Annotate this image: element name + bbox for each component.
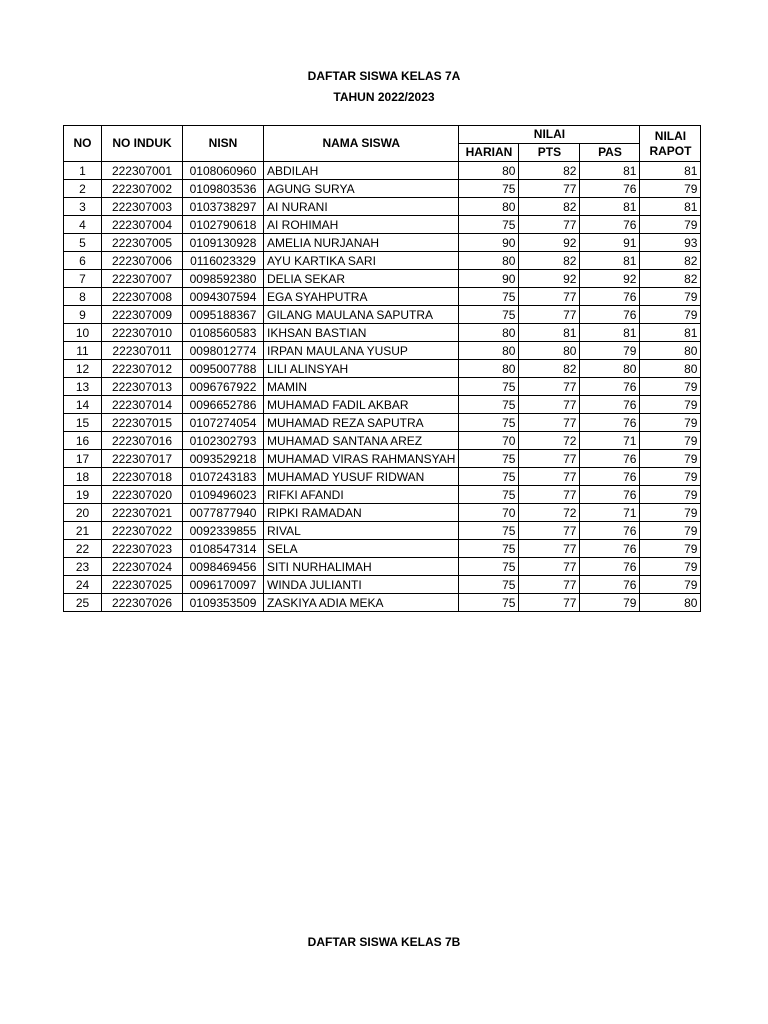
row-harian: 75 xyxy=(459,414,519,432)
row-pas: 81 xyxy=(580,324,640,342)
row-no: 20 xyxy=(64,504,102,522)
row-no-induk: 222307020 xyxy=(102,486,183,504)
row-nisn: 0098012774 xyxy=(183,342,264,360)
table-row xyxy=(64,252,701,270)
document-year: TAHUN 2022/2023 xyxy=(333,90,435,104)
table-row xyxy=(64,414,701,432)
row-no-induk: 222307007 xyxy=(102,270,183,288)
row-no: 13 xyxy=(64,378,102,396)
table-header-row xyxy=(64,126,701,144)
row-pas: 76 xyxy=(580,540,640,558)
table-row xyxy=(64,162,701,180)
row-no: 4 xyxy=(64,216,102,234)
row-pts: 77 xyxy=(519,540,580,558)
row-pts: 82 xyxy=(519,162,580,180)
header-no-induk: NO INDUK xyxy=(102,126,183,162)
row-nama: GILANG MAULANA SAPUTRA xyxy=(264,306,459,324)
table-row xyxy=(64,594,701,612)
row-rapot: 79 xyxy=(640,522,701,540)
table-row xyxy=(64,486,701,504)
row-pts: 77 xyxy=(519,306,580,324)
row-rapot: 79 xyxy=(640,396,701,414)
row-nama: RIPKI RAMADAN xyxy=(264,504,459,522)
row-pas: 76 xyxy=(580,378,640,396)
row-nama: LILI ALINSYAH xyxy=(264,360,459,378)
row-rapot: 79 xyxy=(640,504,701,522)
table-row xyxy=(64,270,701,288)
row-rapot: 79 xyxy=(640,486,701,504)
row-nisn: 0077877940 xyxy=(183,504,264,522)
table-body xyxy=(64,162,701,612)
row-no-induk: 222307008 xyxy=(102,288,183,306)
row-nisn: 0109803536 xyxy=(183,180,264,198)
row-no: 11 xyxy=(64,342,102,360)
table-row xyxy=(64,396,701,414)
row-pas: 76 xyxy=(580,396,640,414)
row-nisn: 0107274054 xyxy=(183,414,264,432)
row-no-induk: 222307015 xyxy=(102,414,183,432)
row-pas: 76 xyxy=(580,288,640,306)
row-pts: 81 xyxy=(519,324,580,342)
row-harian: 75 xyxy=(459,522,519,540)
row-rapot: 82 xyxy=(640,252,701,270)
row-harian: 75 xyxy=(459,288,519,306)
row-nisn: 0102302793 xyxy=(183,432,264,450)
row-nama: AGUNG SURYA xyxy=(264,180,459,198)
table-row xyxy=(64,558,701,576)
row-nisn: 0098469456 xyxy=(183,558,264,576)
row-no: 10 xyxy=(64,324,102,342)
row-nama: ABDILAH xyxy=(264,162,459,180)
row-pts: 72 xyxy=(519,504,580,522)
row-no-induk: 222307010 xyxy=(102,324,183,342)
row-nisn: 0108060960 xyxy=(183,162,264,180)
row-harian: 75 xyxy=(459,540,519,558)
row-no-induk: 222307024 xyxy=(102,558,183,576)
row-pas: 71 xyxy=(580,432,640,450)
row-nama: MUHAMAD FADIL AKBAR xyxy=(264,396,459,414)
header-nilai: NILAI xyxy=(459,126,640,144)
row-no-induk: 222307016 xyxy=(102,432,183,450)
row-pts: 77 xyxy=(519,594,580,612)
row-no: 21 xyxy=(64,522,102,540)
table-row xyxy=(64,342,701,360)
row-rapot: 79 xyxy=(640,540,701,558)
row-harian: 75 xyxy=(459,486,519,504)
row-harian: 80 xyxy=(459,252,519,270)
table-row xyxy=(64,432,701,450)
row-no: 19 xyxy=(64,486,102,504)
row-pas: 71 xyxy=(580,504,640,522)
row-harian: 75 xyxy=(459,396,519,414)
row-no: 25 xyxy=(64,594,102,612)
row-pts: 92 xyxy=(519,270,580,288)
row-pts: 77 xyxy=(519,414,580,432)
header-pts: PTS xyxy=(519,144,580,162)
row-nama: IKHSAN BASTIAN xyxy=(264,324,459,342)
table-row xyxy=(64,234,701,252)
row-no-induk: 222307003 xyxy=(102,198,183,216)
table-row xyxy=(64,180,701,198)
row-harian: 75 xyxy=(459,558,519,576)
next-class-title: DAFTAR SISWA KELAS 7B xyxy=(307,935,461,949)
header-harian: HARIAN xyxy=(459,144,519,162)
table-row xyxy=(64,522,701,540)
row-harian: 70 xyxy=(459,504,519,522)
row-harian: 75 xyxy=(459,594,519,612)
row-no: 17 xyxy=(64,450,102,468)
row-harian: 75 xyxy=(459,216,519,234)
row-pts: 77 xyxy=(519,522,580,540)
row-no-induk: 222307009 xyxy=(102,306,183,324)
row-no: 23 xyxy=(64,558,102,576)
row-pts: 82 xyxy=(519,252,580,270)
row-no: 1 xyxy=(64,162,102,180)
table-row xyxy=(64,468,701,486)
row-no-induk: 222307014 xyxy=(102,396,183,414)
row-nisn: 0116023329 xyxy=(183,252,264,270)
row-no-induk: 222307013 xyxy=(102,378,183,396)
row-pts: 77 xyxy=(519,288,580,306)
header-no: NO xyxy=(64,126,102,162)
header-nilai-rapot-line2: RAPOT xyxy=(649,143,692,158)
row-pts: 92 xyxy=(519,234,580,252)
document-title: DAFTAR SISWA KELAS 7A xyxy=(307,69,461,83)
row-no: 7 xyxy=(64,270,102,288)
table-row xyxy=(64,198,701,216)
row-pas: 92 xyxy=(580,270,640,288)
row-rapot: 81 xyxy=(640,198,701,216)
row-pts: 77 xyxy=(519,396,580,414)
row-pas: 81 xyxy=(580,162,640,180)
row-nisn: 0109353509 xyxy=(183,594,264,612)
row-no: 14 xyxy=(64,396,102,414)
row-pts: 72 xyxy=(519,432,580,450)
row-rapot: 79 xyxy=(640,306,701,324)
row-nama: AI ROHIMAH xyxy=(264,216,459,234)
table-row xyxy=(64,378,701,396)
row-no-induk: 222307023 xyxy=(102,540,183,558)
row-harian: 75 xyxy=(459,450,519,468)
row-pts: 77 xyxy=(519,468,580,486)
row-nisn: 0095188367 xyxy=(183,306,264,324)
row-no-induk: 222307017 xyxy=(102,450,183,468)
row-nama: MUHAMAD REZA SAPUTRA xyxy=(264,414,459,432)
row-rapot: 80 xyxy=(640,594,701,612)
row-rapot: 79 xyxy=(640,432,701,450)
row-harian: 75 xyxy=(459,468,519,486)
row-no: 15 xyxy=(64,414,102,432)
row-pas: 91 xyxy=(580,234,640,252)
row-nisn: 0109496023 xyxy=(183,486,264,504)
row-nisn: 0092339855 xyxy=(183,522,264,540)
row-pas: 76 xyxy=(580,468,640,486)
row-harian: 80 xyxy=(459,342,519,360)
row-nama: DELIA SEKAR xyxy=(264,270,459,288)
row-no: 6 xyxy=(64,252,102,270)
row-harian: 75 xyxy=(459,306,519,324)
table-row xyxy=(64,216,701,234)
row-no-induk: 222307001 xyxy=(102,162,183,180)
row-pas: 81 xyxy=(580,198,640,216)
row-no-induk: 222307011 xyxy=(102,342,183,360)
table-row xyxy=(64,450,701,468)
row-nama: SELA xyxy=(264,540,459,558)
row-nisn: 0107243183 xyxy=(183,468,264,486)
row-nama: MUHAMAD VIRAS RAHMANSYAH xyxy=(264,450,459,468)
row-no: 22 xyxy=(64,540,102,558)
row-no-induk: 222307025 xyxy=(102,576,183,594)
row-rapot: 79 xyxy=(640,288,701,306)
row-pas: 76 xyxy=(580,180,640,198)
row-pts: 77 xyxy=(519,378,580,396)
row-harian: 80 xyxy=(459,360,519,378)
table-row xyxy=(64,360,701,378)
row-pas: 81 xyxy=(580,252,640,270)
table-row xyxy=(64,540,701,558)
row-rapot: 80 xyxy=(640,360,701,378)
row-no: 5 xyxy=(64,234,102,252)
header-nama-siswa: NAMA SISWA xyxy=(264,126,459,162)
row-harian: 80 xyxy=(459,324,519,342)
row-pas: 76 xyxy=(580,486,640,504)
row-no: 16 xyxy=(64,432,102,450)
row-nisn: 0094307594 xyxy=(183,288,264,306)
row-nisn: 0096652786 xyxy=(183,396,264,414)
row-no: 24 xyxy=(64,576,102,594)
row-pas: 76 xyxy=(580,576,640,594)
row-nisn: 0102790618 xyxy=(183,216,264,234)
table-row xyxy=(64,306,701,324)
row-harian: 70 xyxy=(459,432,519,450)
row-no-induk: 222307006 xyxy=(102,252,183,270)
row-pts: 82 xyxy=(519,360,580,378)
row-no-induk: 222307005 xyxy=(102,234,183,252)
row-no-induk: 222307018 xyxy=(102,468,183,486)
row-nama: MUHAMAD SANTANA AREZ xyxy=(264,432,459,450)
row-nama: SITI NURHALIMAH xyxy=(264,558,459,576)
row-nama: IRPAN MAULANA YUSUP xyxy=(264,342,459,360)
row-harian: 80 xyxy=(459,198,519,216)
row-nisn: 0098592380 xyxy=(183,270,264,288)
table-row xyxy=(64,576,701,594)
row-nama: MAMIN xyxy=(264,378,459,396)
row-harian: 80 xyxy=(459,162,519,180)
row-harian: 75 xyxy=(459,180,519,198)
row-no-induk: 222307012 xyxy=(102,360,183,378)
row-pas: 76 xyxy=(580,558,640,576)
row-no: 9 xyxy=(64,306,102,324)
row-rapot: 93 xyxy=(640,234,701,252)
row-rapot: 80 xyxy=(640,342,701,360)
row-nama: RIFKI AFANDI xyxy=(264,486,459,504)
row-pts: 77 xyxy=(519,450,580,468)
row-no: 18 xyxy=(64,468,102,486)
row-nisn: 0096767922 xyxy=(183,378,264,396)
row-nisn: 0096170097 xyxy=(183,576,264,594)
header-nilai-rapot-line1: NILAI xyxy=(654,128,687,143)
header-nilai-rapot xyxy=(640,126,701,162)
row-nama: AMELIA NURJANAH xyxy=(264,234,459,252)
row-no-induk: 222307022 xyxy=(102,522,183,540)
row-rapot: 79 xyxy=(640,216,701,234)
row-pas: 76 xyxy=(580,414,640,432)
row-nama: ZASKIYA ADIA MEKA xyxy=(264,594,459,612)
table-row xyxy=(64,324,701,342)
row-pts: 77 xyxy=(519,216,580,234)
row-harian: 75 xyxy=(459,576,519,594)
row-pas: 76 xyxy=(580,522,640,540)
table-row xyxy=(64,504,701,522)
row-no-induk: 222307002 xyxy=(102,180,183,198)
row-pas: 76 xyxy=(580,216,640,234)
row-rapot: 79 xyxy=(640,576,701,594)
row-rapot: 79 xyxy=(640,468,701,486)
row-rapot: 81 xyxy=(640,162,701,180)
row-no: 3 xyxy=(64,198,102,216)
row-pas: 79 xyxy=(580,594,640,612)
row-rapot: 79 xyxy=(640,378,701,396)
row-harian: 90 xyxy=(459,270,519,288)
row-no-induk: 222307026 xyxy=(102,594,183,612)
row-nama: RIVAL xyxy=(264,522,459,540)
row-nama: WINDA JULIANTI xyxy=(264,576,459,594)
table-row xyxy=(64,288,701,306)
row-pas: 76 xyxy=(580,306,640,324)
row-no: 12 xyxy=(64,360,102,378)
row-rapot: 79 xyxy=(640,450,701,468)
row-nisn: 0093529218 xyxy=(183,450,264,468)
row-nisn: 0095007788 xyxy=(183,360,264,378)
row-nisn: 0109130928 xyxy=(183,234,264,252)
row-pts: 77 xyxy=(519,180,580,198)
row-pas: 79 xyxy=(580,342,640,360)
row-rapot: 79 xyxy=(640,180,701,198)
row-pts: 77 xyxy=(519,558,580,576)
row-nisn: 0108560583 xyxy=(183,324,264,342)
row-no-induk: 222307021 xyxy=(102,504,183,522)
row-rapot: 81 xyxy=(640,324,701,342)
row-nama: AYU KARTIKA SARI xyxy=(264,252,459,270)
row-nisn: 0103738297 xyxy=(183,198,264,216)
row-pts: 77 xyxy=(519,576,580,594)
row-pts: 77 xyxy=(519,486,580,504)
row-pts: 82 xyxy=(519,198,580,216)
row-no-induk: 222307004 xyxy=(102,216,183,234)
row-nisn: 0108547314 xyxy=(183,540,264,558)
row-no: 2 xyxy=(64,180,102,198)
row-rapot: 82 xyxy=(640,270,701,288)
row-harian: 75 xyxy=(459,378,519,396)
row-nama: EGA SYAHPUTRA xyxy=(264,288,459,306)
row-pas: 76 xyxy=(580,450,640,468)
row-pas: 80 xyxy=(580,360,640,378)
header-nisn: NISN xyxy=(183,126,264,162)
row-harian: 90 xyxy=(459,234,519,252)
header-pas: PAS xyxy=(580,144,640,162)
row-rapot: 79 xyxy=(640,414,701,432)
student-table xyxy=(63,125,701,612)
row-nama: MUHAMAD YUSUF RIDWAN xyxy=(264,468,459,486)
row-no: 8 xyxy=(64,288,102,306)
row-rapot: 79 xyxy=(640,558,701,576)
row-nama: AI NURANI xyxy=(264,198,459,216)
row-pts: 80 xyxy=(519,342,580,360)
